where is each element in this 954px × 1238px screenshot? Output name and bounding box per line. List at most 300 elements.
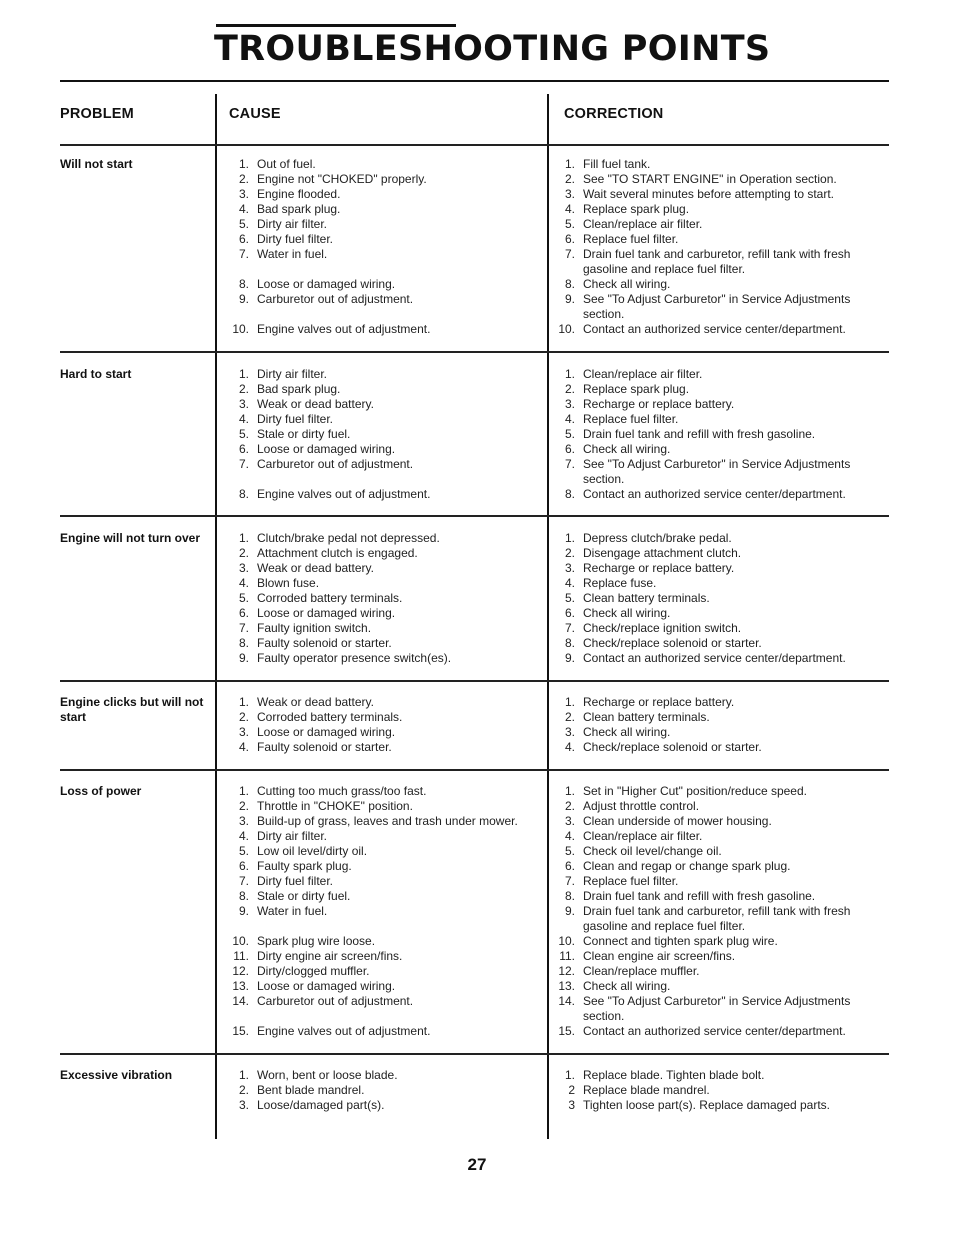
correction-text: Check all wiring. [583,725,671,739]
correction-text: Drain fuel tank and refill with fresh gasoline. [583,889,816,903]
correction-item [554,621,884,636]
cause-item [228,427,540,442]
correction-number: 9. [564,651,575,665]
correction-item [554,487,884,502]
cause-text: Loose or damaged wiring. [257,277,396,291]
cause-number: 7. [238,874,249,888]
cause-text: Engine not "CHOKED" properly. [257,172,427,186]
cause-number: 12. [232,964,249,978]
cause-number: 7. [238,457,249,471]
cause-item [228,1024,540,1039]
correction-number: 2. [564,799,575,813]
cause-number: 5. [238,591,249,605]
cause-item [228,561,540,576]
correction-number: 8. [564,277,575,291]
correction-item [554,292,884,322]
cause-text: Dirty air filter. [257,217,328,231]
cause-text: Water in fuel. [257,247,328,261]
cause-text: Dirty air filter. [257,367,328,381]
cause-text: Faulty solenoid or starter. [257,636,392,650]
cause-text: Attachment clutch is engaged. [257,546,418,560]
cause-item [228,546,540,561]
correction-item [554,844,884,859]
correction-number: 3 [568,1098,575,1112]
correction-item [554,725,884,740]
cause-text: Water in fuel. [257,904,328,918]
correction-text: See "To Adjust Carburetor" in Service Adjustments section. [583,994,851,1023]
correction-number: 6. [564,606,575,620]
correction-number: 12. [558,964,575,978]
correction-item [554,217,884,232]
correction-text: Replace fuel filter. [583,232,679,246]
correction-item [554,202,884,217]
correction-text: Clean engine air screen/fins. [583,949,736,963]
problem-label: Hard to start [60,367,132,381]
cause-number: 6. [238,232,249,246]
correction-number: 1. [564,531,575,545]
cause-number: 6. [238,859,249,873]
cause-item [228,740,540,755]
correction-item [554,576,884,591]
correction-text: Drain fuel tank and refill with fresh gasoline. [583,427,816,441]
correction-number: 2. [564,710,575,724]
cause-number: 3. [238,814,249,828]
correction-text: Drain fuel tank and carburetor, refill tank with fresh gasoline and replace fuel filter. [583,247,851,276]
correction-text: Recharge or replace battery. [583,561,735,575]
cause-item [228,172,540,187]
correction-item [554,740,884,755]
cause-number: 3. [238,187,249,201]
cause-number: 15. [232,1024,249,1038]
cause-number: 7. [238,621,249,635]
cause-text: Blown fuse. [257,576,320,590]
correction-text: Clean battery terminals. [583,710,710,724]
correction-text: Check all wiring. [583,979,671,993]
correction-text: Clean and regap or change spark plug. [583,859,791,873]
cause-item [228,829,540,844]
correction-text: Fill fuel tank. [583,157,651,171]
cause-text: Faulty ignition switch. [257,621,372,635]
correction-number: 6. [564,232,575,246]
cause-item [228,904,540,934]
cause-item [228,964,540,979]
cause-number: 1. [238,784,249,798]
correction-item [554,651,884,666]
correction-item [554,829,884,844]
correction-item [554,814,884,829]
correction-number: 8. [564,636,575,650]
correction-number: 2. [564,382,575,396]
correction-text: Replace spark plug. [583,202,690,216]
cause-item [228,979,540,994]
correction-text: Adjust throttle control. [583,799,700,813]
correction-number: 7. [564,247,575,261]
cause-number: 6. [238,442,249,456]
section-divider [60,351,889,353]
cause-item [228,382,540,397]
correction-item [554,889,884,904]
title-top-rule [216,24,456,27]
problem-label: Loss of power [60,784,142,798]
correction-item [554,784,884,799]
cause-list [228,157,540,337]
correction-item [554,442,884,457]
correction-number: 3. [564,187,575,201]
problem-label: Engine clicks but will not start [60,695,204,724]
correction-text: Check/replace solenoid or starter. [583,636,762,650]
correction-number: 5. [564,844,575,858]
cause-number: 1. [238,695,249,709]
cause-item [228,217,540,232]
cause-number: 6. [238,606,249,620]
cause-text: Engine valves out of adjustment. [257,322,431,336]
correction-number: 6. [564,442,575,456]
section-divider [60,144,889,146]
correction-text: Check all wiring. [583,606,671,620]
correction-number: 1. [564,367,575,381]
cause-number: 8. [238,636,249,650]
cause-item [228,232,540,247]
cause-number: 8. [238,277,249,291]
correction-item [554,1083,884,1098]
cause-list [228,1068,540,1113]
cause-number: 10. [232,934,249,948]
correction-text: Set in "Higher Cut" position/reduce speed. [583,784,807,798]
cause-number: 3. [238,397,249,411]
correction-item [554,277,884,292]
section-divider [60,680,889,682]
correction-number: 3. [564,561,575,575]
section-divider [60,515,889,517]
cause-item [228,636,540,651]
correction-number: 1. [564,1068,575,1082]
cause-item [228,695,540,710]
correction-number: 14. [558,994,575,1008]
cause-item [228,292,540,322]
cause-text: Build-up of grass, leaves and trash under mower. [257,814,518,828]
correction-text: Check oil level/change oil. [583,844,722,858]
cause-item [228,531,540,546]
correction-item [554,531,884,546]
cause-number: 3. [238,1098,249,1112]
correction-number: 10. [558,934,575,948]
correction-text: See "TO START ENGINE" in Operation section. [583,172,837,186]
correction-text: Clean battery terminals. [583,591,710,605]
correction-item [554,546,884,561]
cause-item [228,1068,540,1083]
cause-text: Dirty fuel filter. [257,412,334,426]
cause-item [228,322,540,337]
cause-number: 3. [238,561,249,575]
cause-list [228,784,540,1039]
correction-item [554,172,884,187]
cause-item [228,799,540,814]
correction-item [554,412,884,427]
cause-list [228,695,540,755]
correction-item [554,382,884,397]
correction-number: 11. [559,949,575,963]
correction-number: 4. [564,202,575,216]
correction-number: 10. [558,322,575,336]
cause-item [228,814,540,829]
cause-item [228,994,540,1024]
cause-item [228,606,540,621]
cause-text: Dirty air filter. [257,829,328,843]
cause-text: Faulty operator presence switch(es). [257,651,452,665]
cause-text: Cutting too much grass/too fast. [257,784,427,798]
correction-number: 8. [564,889,575,903]
correction-text: Tighten loose part(s). Replace damaged parts. [583,1098,831,1112]
cause-number: 4. [238,740,249,754]
cause-item [228,247,540,277]
correction-text: Contact an authorized service center/department. [583,322,846,336]
cause-number: 3. [238,725,249,739]
cause-text: Loose or damaged wiring. [257,606,396,620]
correction-text: Recharge or replace battery. [583,397,735,411]
correction-number: 7. [564,457,575,471]
cause-text: Engine valves out of adjustment. [257,1024,431,1038]
cause-text: Engine valves out of adjustment. [257,487,431,501]
cause-number: 5. [238,844,249,858]
cause-number: 2. [238,546,249,560]
cause-number: 4. [238,202,249,216]
correction-item [554,457,884,487]
correction-item [554,874,884,889]
cause-number: 1. [238,157,249,171]
correction-text: Replace blade mandrel. [583,1083,710,1097]
correction-text: Clean/replace air filter. [583,829,703,843]
correction-item [554,904,884,934]
correction-text: Check/replace solenoid or starter. [583,740,762,754]
correction-number: 1. [564,157,575,171]
cause-item [228,591,540,606]
cause-item [228,367,540,382]
cause-text: Dirty/clogged muffler. [257,964,370,978]
cause-item [228,844,540,859]
correction-item [554,1098,884,1113]
correction-text: Replace blade. Tighten blade bolt. [583,1068,765,1082]
cause-number: 1. [238,1068,249,1082]
correction-text: Drain fuel tank and carburetor, refill tank with fresh gasoline and replace fuel filter. [583,904,851,933]
page-number: 27 [467,1155,487,1174]
correction-number: 7. [564,874,575,888]
correction-list [554,367,884,502]
correction-item [554,964,884,979]
cause-number: 13. [232,979,249,993]
cause-item [228,949,540,964]
correction-text: Connect and tighten spark plug wire. [583,934,778,948]
correction-text: Depress clutch/brake pedal. [583,531,732,545]
cause-number: 1. [238,531,249,545]
cause-text: Carburetor out of adjustment. [257,292,414,306]
correction-number: 4. [564,576,575,590]
correction-number: 7. [564,621,575,635]
cause-number: 11. [233,949,249,963]
correction-list [554,531,884,666]
correction-text: Replace fuel filter. [583,412,679,426]
cause-number: 2. [238,710,249,724]
cause-list [228,531,540,666]
correction-text: Check all wiring. [583,277,671,291]
column-header-correction: CORRECTION [564,106,664,122]
cause-item [228,621,540,636]
cause-item [228,277,540,292]
correction-text: Recharge or replace battery. [583,695,735,709]
cause-item [228,412,540,427]
cause-text: Loose or damaged wiring. [257,979,396,993]
correction-number: 4. [564,412,575,426]
cause-number: 1. [238,367,249,381]
cause-item [228,934,540,949]
correction-text: Clean/replace air filter. [583,217,703,231]
cause-text: Worn, bent or loose blade. [257,1068,398,1082]
correction-number: 6. [564,859,575,873]
cause-number: 8. [238,889,249,903]
correction-item [554,859,884,874]
cause-text: Dirty engine air screen/fins. [257,949,403,963]
correction-item [554,232,884,247]
cause-number: 2. [238,172,249,186]
correction-number: 5. [564,591,575,605]
cause-item [228,397,540,412]
cause-text: Bad spark plug. [257,382,341,396]
correction-number: 3. [564,397,575,411]
cause-text: Loose or damaged wiring. [257,725,396,739]
cause-number: 9. [238,651,249,665]
correction-item [554,979,884,994]
cause-number: 10. [232,322,249,336]
cause-item [228,576,540,591]
correction-text: Replace fuel filter. [583,874,679,888]
correction-number: 1. [564,695,575,709]
correction-text: Contact an authorized service center/department. [583,487,846,501]
correction-number: 15. [558,1024,575,1038]
correction-text: See "To Adjust Carburetor" in Service Adjustments section. [583,457,851,486]
column-divider-problem-cause [215,94,217,1139]
correction-text: Clean/replace air filter. [583,367,703,381]
cause-text: Throttle in "CHOKE" position. [257,799,413,813]
cause-text: Engine flooded. [257,187,341,201]
cause-text: Out of fuel. [257,157,316,171]
correction-number: 9. [564,292,575,306]
cause-number: 5. [238,217,249,231]
cause-text: Weak or dead battery. [257,695,374,709]
correction-number: 4. [564,829,575,843]
correction-number: 3. [564,725,575,739]
cause-text: Corroded battery terminals. [257,591,403,605]
title-underline [60,80,889,82]
cause-number: 7. [238,247,249,261]
cause-text: Loose/damaged part(s). [257,1098,385,1112]
problem-label: Engine will not turn over [60,531,201,545]
correction-number: 4. [564,740,575,754]
cause-number: 9. [238,292,249,306]
correction-item [554,710,884,725]
column-header-cause: CAUSE [229,106,281,122]
cause-item [228,1098,540,1113]
correction-item [554,1068,884,1083]
correction-number: 8. [564,487,575,501]
cause-text: Bent blade mandrel. [257,1083,365,1097]
cause-text: Low oil level/dirty oil. [257,844,368,858]
cause-item [228,157,540,172]
cause-number: 2. [238,1083,249,1097]
correction-list [554,784,884,1039]
correction-text: Clean/replace muffler. [583,964,700,978]
column-divider-cause-correction [547,94,549,1139]
cause-item [228,874,540,889]
correction-item [554,695,884,710]
correction-item [554,157,884,172]
cause-number: 14. [232,994,249,1008]
cause-number: 9. [238,904,249,918]
correction-text: Disengage attachment clutch. [583,546,742,560]
column-header-problem: PROBLEM [60,106,134,122]
cause-item [228,187,540,202]
cause-item [228,651,540,666]
correction-item [554,591,884,606]
cause-item [228,202,540,217]
cause-text: Faulty solenoid or starter. [257,740,392,754]
cause-list [228,367,540,502]
problem-label: Will not start [60,157,133,171]
correction-number: 2 [568,1083,575,1097]
correction-item [554,606,884,621]
cause-number: 4. [238,576,249,590]
cause-text: Stale or dirty fuel. [257,889,351,903]
section-divider [60,769,889,771]
cause-item [228,784,540,799]
cause-item [228,725,540,740]
correction-list [554,157,884,337]
correction-item [554,799,884,814]
cause-text: Weak or dead battery. [257,561,374,575]
correction-item [554,994,884,1024]
correction-item [554,1024,884,1039]
cause-item [228,457,540,487]
correction-list [554,1068,884,1113]
cause-text: Faulty spark plug. [257,859,352,873]
correction-item [554,367,884,382]
correction-number: 5. [564,217,575,231]
correction-text: Replace fuse. [583,576,657,590]
cause-text: Dirty fuel filter. [257,874,334,888]
correction-list [554,695,884,755]
correction-text: See "To Adjust Carburetor" in Service Adjustments section. [583,292,851,321]
cause-number: 8. [238,487,249,501]
cause-text: Dirty fuel filter. [257,232,334,246]
page-title: TROUBLESHOOTING POINTS [214,29,771,69]
cause-text: Bad spark plug. [257,202,341,216]
problem-label: Excessive vibration [60,1068,173,1082]
correction-number: 13. [558,979,575,993]
correction-number: 3. [564,814,575,828]
correction-text: Wait several minutes before attempting to start. [583,187,834,201]
correction-number: 1. [564,784,575,798]
correction-item [554,397,884,412]
correction-item [554,561,884,576]
cause-item [228,1083,540,1098]
correction-text: Replace spark plug. [583,382,690,396]
correction-item [554,322,884,337]
correction-item [554,187,884,202]
correction-text: Check/replace ignition switch. [583,621,742,635]
cause-text: Stale or dirty fuel. [257,427,351,441]
cause-number: 5. [238,427,249,441]
correction-item [554,247,884,277]
correction-item [554,636,884,651]
cause-number: 4. [238,412,249,426]
